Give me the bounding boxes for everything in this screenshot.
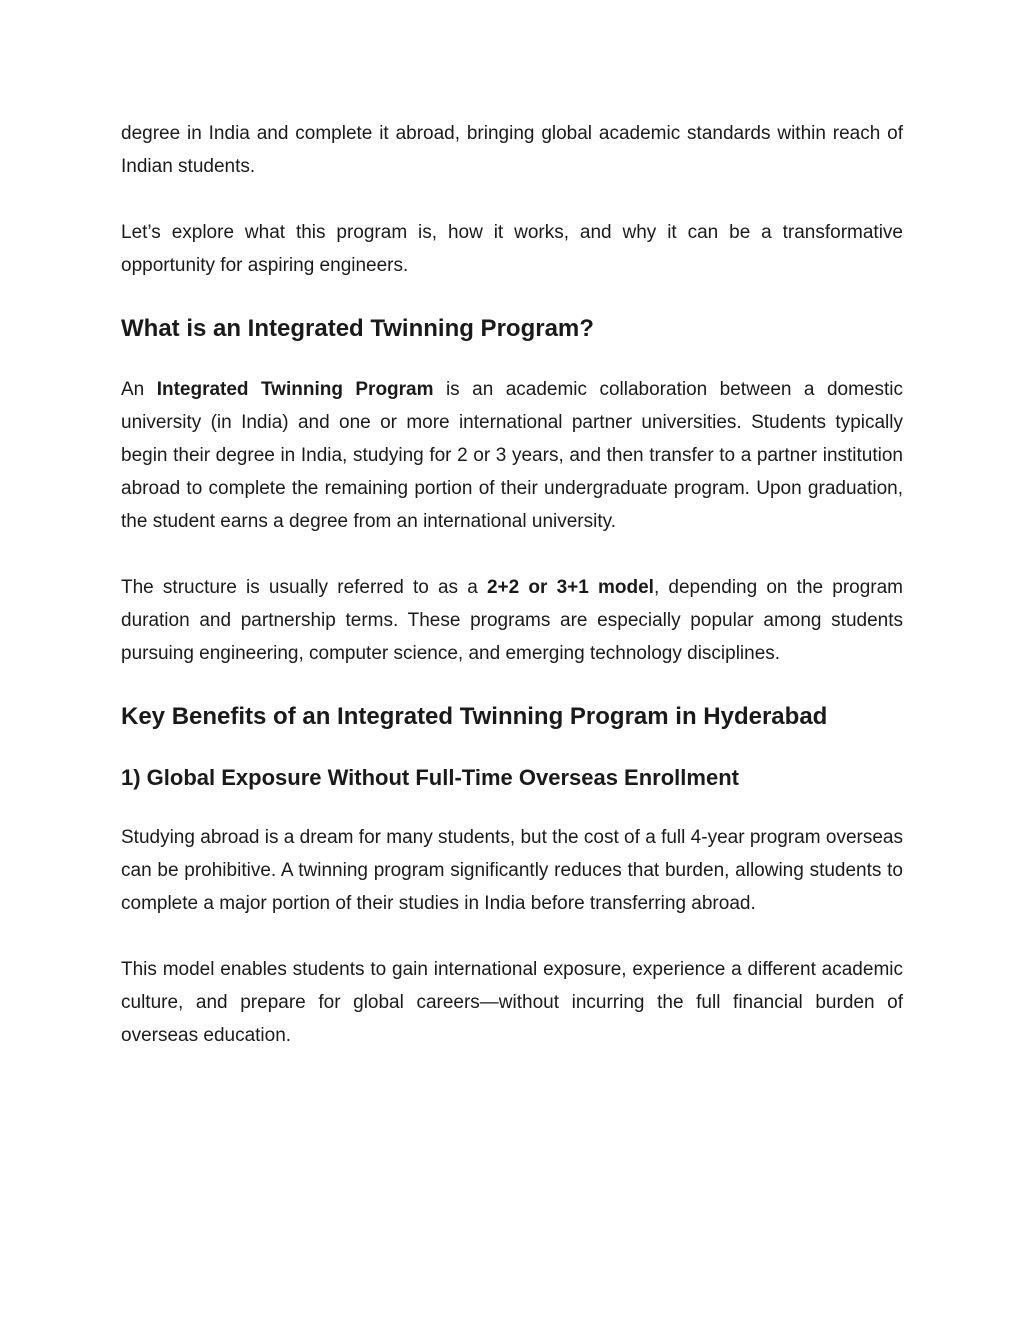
section-heading-benefits: Key Benefits of an Integrated Twinning Program in Hyderabad <box>121 703 828 730</box>
what-paragraph-2 <box>121 571 903 670</box>
intro-paragraph-1: degree in India and complete it abroad, bringing global academic standards within reach of Indian students. <box>121 123 903 177</box>
subheading-benefit-1: 1) Global Exposure Without Full-Time Overseas Enrollment <box>121 765 739 790</box>
benefit-1-paragraph-1: Studying abroad is a dream for many students, but the cost of a full 4-year program overseas can be prohibitive. A twinning program significantly reduces that burden, allowing students to complete a major portion of their studies in India before transferring abroad. <box>121 827 903 914</box>
intro-paragraph-2: Let’s explore what this program is, how it works, and why it can be a transformative opportunity for aspiring engineers. <box>121 222 903 276</box>
what-paragraph-2-bold: 2+2 or 3+1 model <box>486 577 654 598</box>
what-paragraph-1-post: is an academic collaboration between a domestic university (in India) and one or more international partner universities. Students typically begin their degree in India, studying for 2 or 3 years, and then transfer to a partner institution abroad to complete the remaining portion of their undergraduate program. Upon graduation, the student earns a degree from an international university. <box>121 379 903 532</box>
what-paragraph-2-pre: The structure is usually referred to as a <box>121 577 487 598</box>
benefit-1-paragraph-2: This model enables students to gain international exposure, experience a different academic culture, and prepare for global careers—without incurring the full financial burden of overseas education. <box>121 959 903 1046</box>
what-paragraph-1-bold: Integrated Twinning Program <box>156 379 434 400</box>
document-page <box>121 117 903 1052</box>
what-paragraph-1 <box>121 373 903 538</box>
section-heading-what: What is an Integrated Twinning Program? <box>121 315 594 342</box>
what-paragraph-1-pre: An <box>121 379 157 400</box>
what-paragraph-2-post: , depending on the program duration and partnership terms. These programs are especially popular among students pursuing engineering, computer science, and emerging technology disciplines. <box>121 577 904 664</box>
